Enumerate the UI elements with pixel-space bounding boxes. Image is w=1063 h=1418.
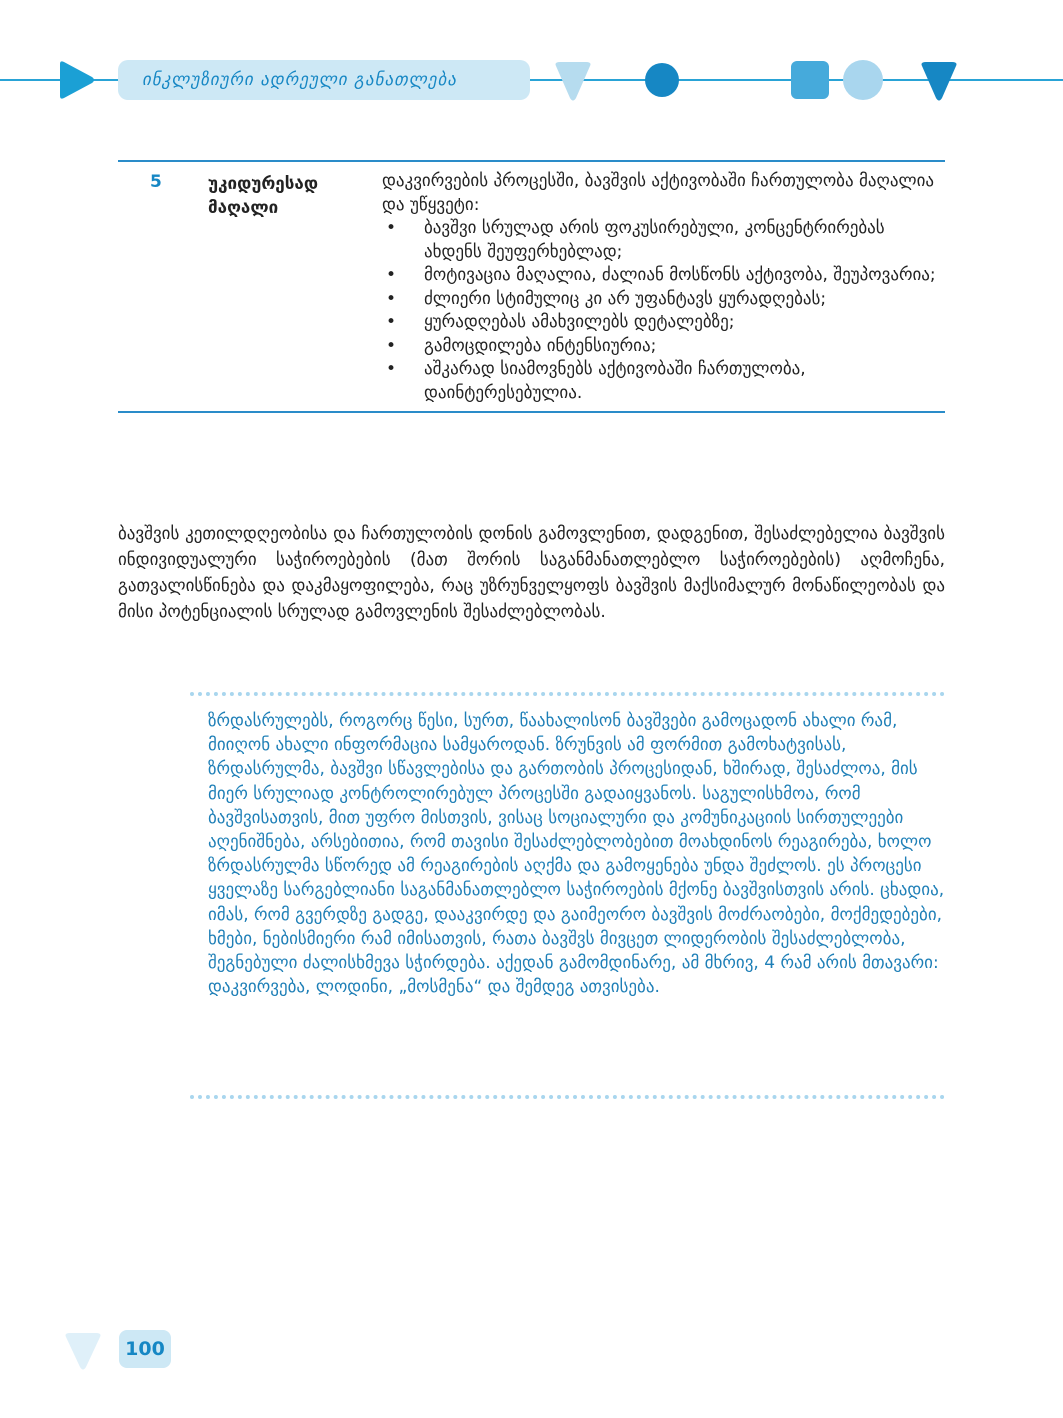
footer-triangle-icon xyxy=(62,1333,104,1371)
down-triangle-light-icon xyxy=(552,62,594,102)
callout-top-divider xyxy=(190,692,945,696)
level-name: უკიდურესად მაღალი xyxy=(208,174,319,218)
list-item: • გამოცდილება ინტენსიურია; xyxy=(382,335,945,359)
header-title: ინკლუზიური ადრეული განათლება xyxy=(142,70,457,90)
description-intro: დაკვირვების პროცესში, ბავშვის აქტივობაში ჩართულობა მაღალია და უწყვეტი: xyxy=(382,171,935,215)
callout-bottom-divider xyxy=(190,1095,945,1099)
bullet: • xyxy=(386,335,397,356)
level-description xyxy=(382,170,945,405)
list-item: • აშკარად სიამოვნებს აქტივობაში ჩართულობა, დაინტერესებულია. xyxy=(386,359,806,403)
list-item: • ძლიერი სტიმულიც კი არ უფანტავს ყურადღებას; xyxy=(382,288,945,312)
list-item: • ყურადღებას ამახვილებს დეტალებზე; xyxy=(382,311,945,335)
bullet: • xyxy=(386,288,397,309)
level-number: 5 xyxy=(150,172,162,192)
bullet: • xyxy=(386,218,397,238)
play-triangle-icon xyxy=(56,60,96,100)
square-icon xyxy=(790,60,830,100)
callout-text: ზრდასრულებს, როგორც წესი, სურთ, წაახალისონ ბავშვები გამოცადონ ახალი რამ, მიიღონ ახალი ინფორმაცია სამყაროდან. ზრუნვის ამ ფორმით გამოხატვისას, ზრდასრულმა, ბავშვი სწავლებისა და გართობის პროცესიდან, ხშირად, შესაძლოა, მის მიერ სრულიად კონტროლირებულ პროცესში გადაიყვანოს. საგულისხმოა, რომ ბავშვისათვის, მით უფრო მისთვის, ვისაც სოციალური და კომუნიკაციის სირთულეები აღენიშნება, არსებითია, რომ თავისი შესაძლებლობებით მოახდინოს რეაგირება, ხოლო ზრდასრულმა სწორედ ამ რეაგირების აღქმა და გამოყენება უნდა შეძლოს. ეს პროცესი ყველაზე სარგებლიანი საგანმანათლებლო საჭიროების მქონე ბავშვისთვის არის. ცხადია, იმას, რომ გვერდზე გადგე, დააკვირდე და გაიმეორო ბავშვის მოძრაობები, მოქმედებები, ხმები, ნებისმიერი რამ იმისათვის, რათა ბავშვს მივცეთ ლიდერობის შესაძლებლობა, შეგნებული ძალისხმევა სჭირდება. აქედან გამომდინარე, ამ მხრივ, 4 რამ არის მთავარი: დაკვირვება, ლოდინი, „მოსმენა“ და შემდეგ ათვისება. xyxy=(208,711,945,998)
header-banner xyxy=(118,60,530,100)
circle-dark-icon xyxy=(644,62,680,98)
page-number: 100 xyxy=(119,1330,171,1368)
description-list xyxy=(382,217,945,405)
circle-light-icon xyxy=(842,59,884,101)
bullet: • xyxy=(386,312,397,332)
list-item: • ბავშვი სრულად არის ფოკუსირებული, კონცენტრირებას ახდენს შეუფერხებლად; xyxy=(386,218,885,262)
down-triangle-dark-icon xyxy=(918,62,960,102)
bullet: • xyxy=(386,265,397,285)
list-item: • მოტივაცია მაღალია, ძალიან მოსწონს აქტივობა, შეუპოვარია; xyxy=(382,264,945,288)
bullet: • xyxy=(386,359,397,379)
engagement-level-table xyxy=(118,160,945,413)
body-paragraph: ბავშვის კეთილდღეობისა და ჩართულობის დონის გამოვლენით, დადგენით, შესაძლებელია ბავშვის ინდივიდუალური საჭიროებების (მათ შორის საგანმანათლებლო საჭიროებების) აღმოჩენა, გათვალისწინება და დაკმაყოფილება, რაც უზრუნველყოფს ბავშვის მაქსიმალურ მონაწილეობას და მისი პოტენციალის სრულად გამოვლენის შესაძლებლობას. xyxy=(118,524,945,622)
